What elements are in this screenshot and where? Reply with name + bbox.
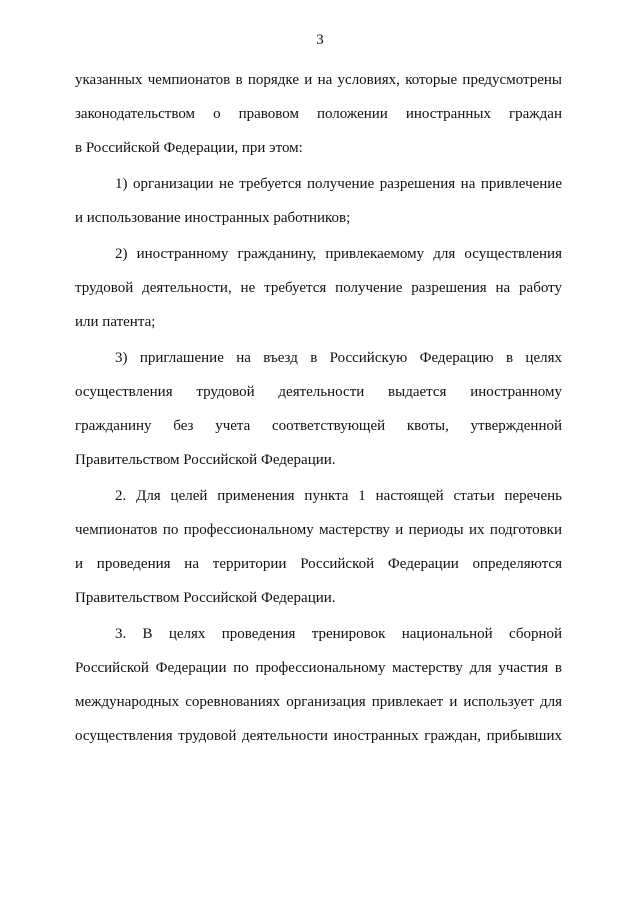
- text-line: в Российской Федерации, при этом:: [75, 140, 303, 156]
- text-line: законодательством о правовом положении иностранных граждан: [75, 106, 562, 122]
- text-line: 3) приглашение на въезд в Российскую Федерацию в целях: [115, 350, 562, 366]
- text-line: осуществления трудовой деятельности выдается иностранному: [75, 384, 562, 400]
- text-line: Правительством Российской Федерации.: [75, 452, 336, 468]
- text-line: трудовой деятельности, не требуется получение разрешения на работу: [75, 280, 562, 296]
- text-line: указанных чемпионатов в порядке и на условиях, которые предусмотрены: [75, 72, 562, 88]
- text-line: 1) организации не требуется получение разрешения на привлечение: [115, 176, 562, 192]
- text-line: и проведения на территории Российской Федерации определяются: [75, 556, 562, 572]
- text-line: Правительством Российской Федерации.: [75, 590, 336, 606]
- text-line: чемпионатов по профессиональному мастерству и периоды их подготовки: [75, 522, 562, 538]
- text-line: 3. В целях проведения тренировок национальной сборной: [115, 626, 562, 642]
- text-line: Российской Федерации по профессиональному мастерству для участия в: [75, 660, 562, 676]
- text-line: осуществления трудовой деятельности иностранных граждан, прибывших: [75, 728, 562, 744]
- text-line: 2. Для целей применения пункта 1 настоящей статьи перечень: [115, 488, 562, 504]
- page-number: 3: [316, 32, 324, 48]
- text-line: и использование иностранных работников;: [75, 210, 351, 226]
- text-line: международных соревнованиях организация привлекает и использует для: [75, 694, 562, 710]
- text-line: 2) иностранному гражданину, привлекаемому для осуществления: [115, 246, 562, 262]
- text-line: гражданину без учета соответствующей квоты, утвержденной: [75, 418, 562, 434]
- text-line: или патента;: [75, 314, 156, 330]
